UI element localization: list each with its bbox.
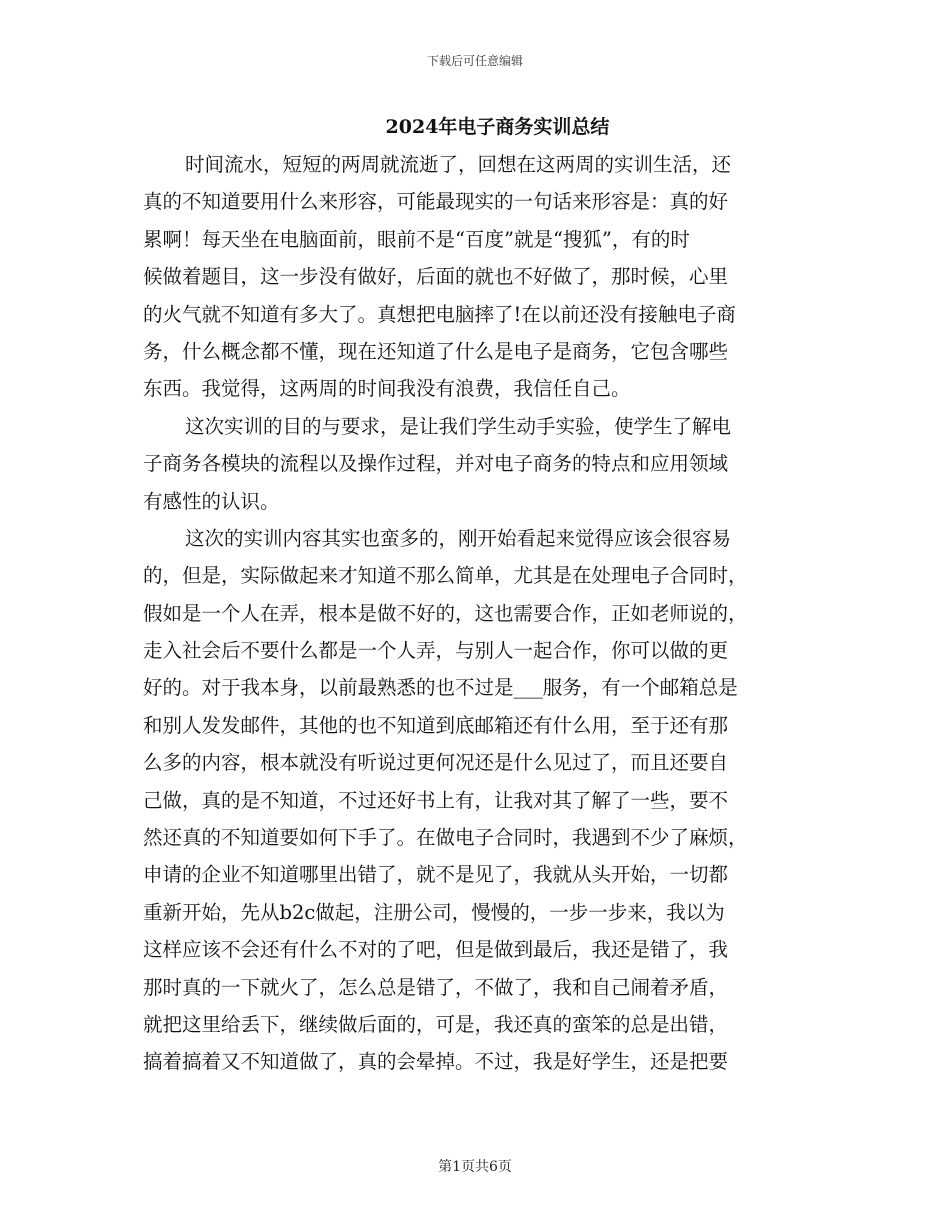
document-body (143, 146, 809, 1081)
paragraph-3-line-13: 那时真的一下就火了，怎么总是错了，不做了，我和自己闹着矛盾， (143, 975, 729, 999)
paragraph-1-line-2: 真的不知道要用什么来形容，可能最现实的一句话来形容是：真的好 (143, 190, 729, 214)
paragraph-3-line-10: 申请的企业不知道哪里出错了，就不是见了，我就从头开始，一切都 (143, 863, 729, 887)
paragraph-1-line-1: 时间流水，短短的两周就流逝了，回想在这两周的实训生活，还 (185, 153, 732, 176)
paragraph-1-line-4: 候做着题目，这一步没有做好，后面的就也不好做了，那时候，心里 (143, 265, 729, 289)
paragraph-3-line-5: 好的。对于我本身，以前最熟悉的也不过是___服务，有一个邮箱总是 (143, 676, 738, 700)
paragraph-3-line-12: 这样应该不会还有什么不对的了吧，但是做到最后，我还是错了，我 (143, 938, 729, 962)
page-header-note: 下载后可任意编辑 (426, 54, 523, 68)
paragraph-3-line-4: 走入社会后不要什么都是一个人弄，与别人一起合作，你可以做的更 (143, 639, 729, 663)
paragraph-3-line-9: 然还真的不知道要如何下手了。在做电子合同时，我遇到不少了麻烦， (143, 826, 748, 850)
paragraph-2-line-3: 有感性的认识。 (143, 489, 280, 513)
paragraph-3-line-2: 的，但是，实际做起来才知道不那么简单，尤其是在处理电子合同时， (143, 564, 748, 588)
paragraph-1-line-5: 的火气就不知道有多大了。真想把电脑摔了!在以前还没有接触电子商 (143, 302, 736, 326)
paragraph-3-line-6: 和别人发发邮件，其他的也不知道到底邮箱还有什么用，至于还有那 (143, 713, 729, 737)
paragraph-3-line-11: 重新开始，先从b2c做起，注册公司，慢慢的，一步一步来，我以为 (143, 900, 725, 924)
paragraph-1-line-6: 务，什么概念都不懂，现在还知道了什么是电子是商务，它包含哪些 (143, 339, 729, 363)
page-number: 第1页共6页 (438, 1159, 512, 1175)
paragraph-3-line-8: 己做，真的是不知道，不过还好书上有，让我对其了解了一些，要不 (143, 788, 729, 812)
document-title: 2024年电子商务实训总结 (385, 116, 610, 138)
paragraph-2-line-1: 这次实训的目的与要求，是让我们学生动手实验，使学生了解电 (185, 414, 732, 438)
paragraph-3-line-15: 搞着搞着又不知道做了，真的会晕掉。不过，我是好学生，还是把要 (143, 1050, 729, 1074)
paragraph-3-line-7: 么多的内容，根本就没有听说过更何况还是什么见过了，而且还要自 (143, 751, 729, 775)
paragraph-1-line-7: 东西。我觉得，这两周的时间我没有浪费，我信任自己。 (143, 377, 631, 401)
paragraph-3-line-3: 假如是一个人在弄，根本是做不好的，这也需要合作，正如老师说的， (143, 601, 748, 625)
paragraph-3-line-14: 就把这里给丢下，继续做后面的，可是，我还真的蛮笨的总是出错， (143, 1012, 729, 1036)
paragraph-3-line-1: 这次的实训内容其实也蛮多的，刚开始看起来觉得应该会很容易 (185, 526, 732, 550)
paragraph-2-line-2: 子商务各模块的流程以及操作过程，并对电子商务的特点和应用领域 (143, 452, 729, 476)
paragraph-1-line-3: 累啊！每天坐在电脑面前，眼前不是“百度”就是“搜狐”，有的时 (143, 227, 690, 251)
